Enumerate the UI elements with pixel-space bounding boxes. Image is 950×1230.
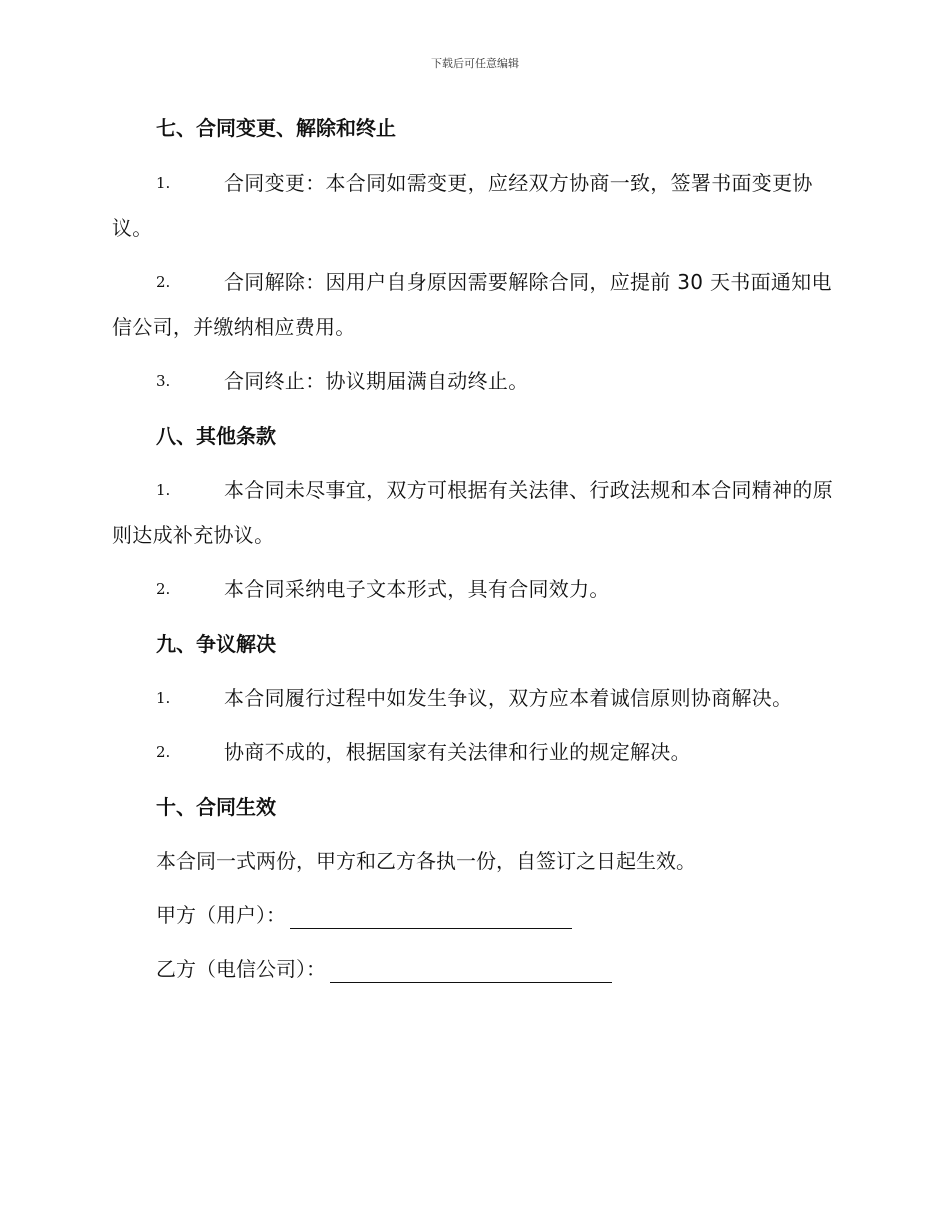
party-b-signature-line xyxy=(330,960,612,983)
item-number: 2. xyxy=(156,273,171,291)
item-number: 2. xyxy=(156,580,171,598)
list-item xyxy=(112,359,836,404)
list-item xyxy=(112,676,836,721)
item-number: 1. xyxy=(156,481,171,499)
list-item xyxy=(112,260,836,350)
signature-party-a xyxy=(156,901,572,929)
item-text: 协商不成的，根据国家有关法律和行业的规定解决。 xyxy=(224,740,691,764)
item-number: 1. xyxy=(156,689,171,707)
item-text: 本合同履行过程中如发生争议，双方应本着诚信原则协商解决。 xyxy=(224,686,793,710)
page-header: 下载后可任意编辑 xyxy=(431,57,519,70)
signature-party-b xyxy=(156,955,612,983)
item-text: 本合同未尽事宜，双方可根据有关法律、行政法规和本合同精神的原则达成补充协议。 xyxy=(112,478,833,547)
section-heading-9: 九、争议解决 xyxy=(156,632,276,656)
section-heading-10: 十、合同生效 xyxy=(156,795,276,819)
section-heading-8: 八、其他条款 xyxy=(156,424,276,448)
section-heading-7: 七、合同变更、解除和终止 xyxy=(156,116,396,140)
party-a-label: 甲方（用户）： xyxy=(156,903,286,927)
item-text: 合同解除：因用户自身原因需要解除合同，应提前 30 天书面通知电信公司，并缴纳相应费用。 xyxy=(112,270,832,339)
item-text: 合同终止：协议期届满自动终止。 xyxy=(224,369,529,393)
item-text: 合同变更：本合同如需变更，应经双方协商一致，签署书面变更协议。 xyxy=(112,171,813,240)
list-item xyxy=(112,468,836,558)
item-number: 3. xyxy=(156,372,171,390)
item-text: 本合同采纳电子文本形式，具有合同效力。 xyxy=(224,577,610,601)
party-b-label: 乙方（电信公司）： xyxy=(156,957,326,981)
party-a-signature-line xyxy=(290,906,572,929)
list-item xyxy=(112,161,836,251)
item-number: 2. xyxy=(156,743,171,761)
list-item xyxy=(112,567,836,612)
list-item xyxy=(112,730,836,775)
effect-clause: 本合同一式两份，甲方和乙方各执一份，自签订之日起生效。 xyxy=(156,849,696,873)
item-number: 1. xyxy=(156,174,171,192)
